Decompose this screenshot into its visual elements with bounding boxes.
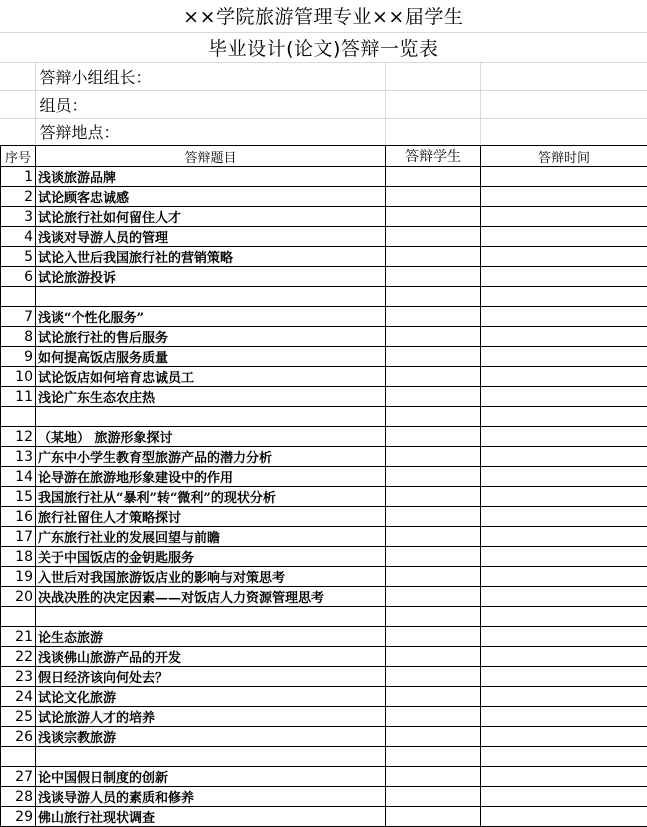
table-row [1,347,647,367]
row-topic-cell[interactable]: 浅谈旅游品牌 [36,167,386,187]
row-number-cell[interactable]: 19 [1,567,36,587]
row-topic-cell[interactable] [36,407,386,427]
table-row [1,627,647,647]
row-topic-cell[interactable]: 浅谈佛山旅游产品的开发 [36,647,386,667]
row-topic-cell[interactable]: 论生态旅游 [36,627,386,647]
row-time-cell[interactable] [481,407,647,427]
row-student-cell[interactable] [386,747,481,767]
table-row [1,287,647,307]
row-student-cell[interactable] [386,167,481,187]
row-student-cell[interactable] [386,187,481,207]
table-row [1,207,647,227]
table-row [1,447,647,467]
row-number-cell[interactable]: 6 [1,267,36,287]
blank-cell[interactable] [0,118,35,145]
row-time-cell[interactable] [481,767,647,787]
table-row [1,187,647,207]
row-number-cell[interactable] [1,747,36,767]
row-topic-cell[interactable]: 浅谈宗教旅游 [36,727,386,747]
table-row [1,267,647,287]
row-time-cell[interactable] [481,167,647,187]
row-number-cell[interactable]: 25 [1,707,36,727]
row-number-cell[interactable]: 20 [1,587,36,607]
table-row [1,527,647,547]
row-number-cell[interactable]: 11 [1,387,36,407]
row-topic-cell[interactable]: 论中国假日制度的创新 [36,767,386,787]
table-row [1,747,647,767]
row-time-cell[interactable] [481,187,647,207]
row-number-cell[interactable]: 8 [1,327,36,347]
table-row [1,167,647,187]
row-student-cell[interactable] [386,387,481,407]
row-student-cell[interactable] [386,407,481,427]
row-number-cell[interactable]: 9 [1,347,36,367]
table-body [1,167,647,827]
row-time-cell[interactable] [481,507,647,527]
row-topic-cell[interactable]: 试论旅游投诉 [36,267,386,287]
row-student-cell[interactable] [386,247,481,267]
row-topic-cell[interactable]: （某地） 旅游形象探讨 [36,427,386,447]
table-row [1,407,647,427]
row-time-cell[interactable] [481,287,647,307]
table-row [1,667,647,687]
row-number-cell[interactable]: 21 [1,627,36,647]
row-number-cell[interactable]: 17 [1,527,36,547]
row-time-cell[interactable] [481,227,647,247]
row-topic-cell[interactable]: 旅行社留住人才策略探讨 [36,507,386,527]
row-student-cell[interactable] [386,707,481,727]
table-row [1,547,647,567]
row-topic-cell[interactable] [36,747,386,767]
row-student-cell[interactable] [386,687,481,707]
row-topic-cell[interactable]: 浅谈“个性化服务” [36,307,386,327]
members-label: 组员： [35,90,385,118]
table-row [1,507,647,527]
blank-cell[interactable] [385,118,480,145]
row-student-cell[interactable] [386,507,481,527]
table-row [1,727,647,747]
row-student-cell[interactable] [386,307,481,327]
row-topic-cell[interactable]: 决战决胜的决定因素——对饭店人力资源管理思考 [36,587,386,607]
table-row [1,387,647,407]
row-number-cell[interactable]: 5 [1,247,36,267]
row-time-cell[interactable] [481,807,647,827]
row-topic-cell[interactable]: 试论旅行社如何留住人才 [36,207,386,227]
row-topic-cell[interactable]: 假日经济该向何处去？ [36,667,386,687]
table-row [1,587,647,607]
table-row [1,707,647,727]
row-time-cell[interactable] [481,787,647,807]
table-row [1,567,647,587]
row-topic-cell[interactable]: 入世后对我国旅游饭店业的影响与对策思考 [36,567,386,587]
row-student-cell[interactable] [386,447,481,467]
row-time-cell[interactable] [481,327,647,347]
row-student-cell[interactable] [386,347,481,367]
row-time-cell[interactable] [481,267,647,287]
blank-cell[interactable] [480,90,647,118]
row-time-cell[interactable] [481,727,647,747]
column-header-time[interactable]: 答辩时间 [481,146,647,167]
row-time-cell[interactable] [481,547,647,567]
row-number-cell[interactable]: 1 [1,167,36,187]
row-student-cell[interactable] [386,567,481,587]
row-time-cell[interactable] [481,707,647,727]
title-line-1: ××学院旅游管理专业××届学生 [0,0,647,32]
row-student-cell[interactable] [386,647,481,667]
row-number-cell[interactable]: 16 [1,507,36,527]
blank-cell[interactable] [480,62,647,90]
row-number-cell[interactable]: 4 [1,227,36,247]
row-student-cell[interactable] [386,727,481,747]
row-time-cell[interactable] [481,747,647,767]
row-number-cell[interactable]: 28 [1,787,36,807]
row-number-cell[interactable]: 13 [1,447,36,467]
row-topic-cell[interactable]: 试论文化旅游 [36,687,386,707]
row-time-cell[interactable] [481,587,647,607]
row-topic-cell[interactable]: 如何提高饭店服务质量 [36,347,386,367]
row-topic-cell[interactable]: 浅论广东生态农庄热 [36,387,386,407]
row-time-cell[interactable] [481,527,647,547]
table-row [1,427,647,447]
column-header-student[interactable]: 答辩学生 [386,146,481,167]
row-student-cell[interactable] [386,287,481,307]
table-row [1,227,647,247]
row-time-cell[interactable] [481,487,647,507]
row-topic-cell[interactable]: 广东旅行社业的发展回望与前瞻 [36,527,386,547]
row-time-cell[interactable] [481,247,647,267]
row-number-cell[interactable]: 24 [1,687,36,707]
row-number-cell[interactable] [1,607,36,627]
table-row [1,247,647,267]
row-student-cell[interactable] [386,607,481,627]
row-number-cell[interactable] [1,407,36,427]
row-student-cell[interactable] [386,227,481,247]
row-student-cell[interactable] [386,487,481,507]
row-number-cell[interactable]: 10 [1,367,36,387]
row-time-cell[interactable] [481,467,647,487]
blank-cell[interactable] [480,118,647,145]
row-number-cell[interactable]: 18 [1,547,36,567]
row-number-cell[interactable]: 15 [1,487,36,507]
table-row [1,607,647,627]
row-number-cell[interactable]: 14 [1,467,36,487]
row-topic-cell[interactable]: 论导游在旅游地形象建设中的作用 [36,467,386,487]
table-row [1,367,647,387]
defense-table [0,145,647,827]
table-row [1,327,647,347]
column-header-no[interactable]: 序号 [1,146,36,167]
leader-label: 答辩小组组长： [35,62,385,90]
row-number-cell[interactable]: 2 [1,187,36,207]
table-row [1,767,647,787]
row-student-cell[interactable] [386,467,481,487]
row-time-cell[interactable] [481,347,647,367]
row-student-cell[interactable] [386,627,481,647]
row-number-cell[interactable]: 23 [1,667,36,687]
table-row [1,687,647,707]
title-line-2: 毕业设计(论文)答辩一览表 [0,32,647,62]
row-number-cell[interactable]: 29 [1,807,36,827]
table-row [1,307,647,327]
row-number-cell[interactable] [1,287,36,307]
table-row [1,787,647,807]
row-number-cell[interactable]: 22 [1,647,36,667]
column-header-topic[interactable]: 答辩题目 [36,146,386,167]
row-time-cell[interactable] [481,387,647,407]
row-student-cell[interactable] [386,667,481,687]
row-topic-cell[interactable] [36,287,386,307]
row-number-cell[interactable]: 12 [1,427,36,447]
table-row [1,647,647,667]
row-student-cell[interactable] [386,527,481,547]
row-time-cell[interactable] [481,307,647,327]
row-student-cell[interactable] [386,547,481,567]
row-time-cell[interactable] [481,607,647,627]
row-topic-cell[interactable]: 佛山旅行社现状调查 [36,807,386,827]
row-topic-cell[interactable] [36,607,386,627]
row-topic-cell[interactable]: 试论旅行社的售后服务 [36,327,386,347]
table-row [1,467,647,487]
row-topic-cell[interactable]: 试论饭店如何培育忠诚员工 [36,367,386,387]
row-topic-cell[interactable]: 关于中国饭店的金钥匙服务 [36,547,386,567]
row-topic-cell[interactable]: 试论入世后我国旅行社的营销策略 [36,247,386,267]
row-student-cell[interactable] [386,367,481,387]
blank-cell[interactable] [0,62,35,90]
row-time-cell[interactable] [481,447,647,467]
row-time-cell[interactable] [481,627,647,647]
row-topic-cell[interactable]: 浅谈导游人员的素质和修养 [36,787,386,807]
row-topic-cell[interactable]: 我国旅行社从“暴利”转“微利”的现状分析 [36,487,386,507]
blank-cell[interactable] [0,90,35,118]
row-number-cell[interactable]: 27 [1,767,36,787]
row-time-cell[interactable] [481,647,647,667]
blank-cell[interactable] [385,62,480,90]
row-topic-cell[interactable]: 试论旅游人才的培养 [36,707,386,727]
row-time-cell[interactable] [481,567,647,587]
header-block [0,0,647,146]
row-topic-cell[interactable]: 试论顾客忠诚感 [36,187,386,207]
row-student-cell[interactable] [386,427,481,447]
row-student-cell[interactable] [386,767,481,787]
row-time-cell[interactable] [481,367,647,387]
row-student-cell[interactable] [386,267,481,287]
row-student-cell[interactable] [386,587,481,607]
row-number-cell[interactable]: 3 [1,207,36,227]
row-topic-cell[interactable]: 广东中小学生教育型旅游产品的潜力分析 [36,447,386,467]
blank-cell[interactable] [385,90,480,118]
row-student-cell[interactable] [386,327,481,347]
row-time-cell[interactable] [481,207,647,227]
table-row [1,487,647,507]
location-label: 答辩地点： [35,118,385,145]
row-number-cell[interactable]: 26 [1,727,36,747]
row-student-cell[interactable] [386,807,481,827]
row-student-cell[interactable] [386,207,481,227]
row-time-cell[interactable] [481,427,647,447]
row-topic-cell[interactable]: 浅谈对导游人员的管理 [36,227,386,247]
table-row [1,807,647,827]
row-time-cell[interactable] [481,667,647,687]
row-number-cell[interactable]: 7 [1,307,36,327]
row-student-cell[interactable] [386,787,481,807]
row-time-cell[interactable] [481,687,647,707]
